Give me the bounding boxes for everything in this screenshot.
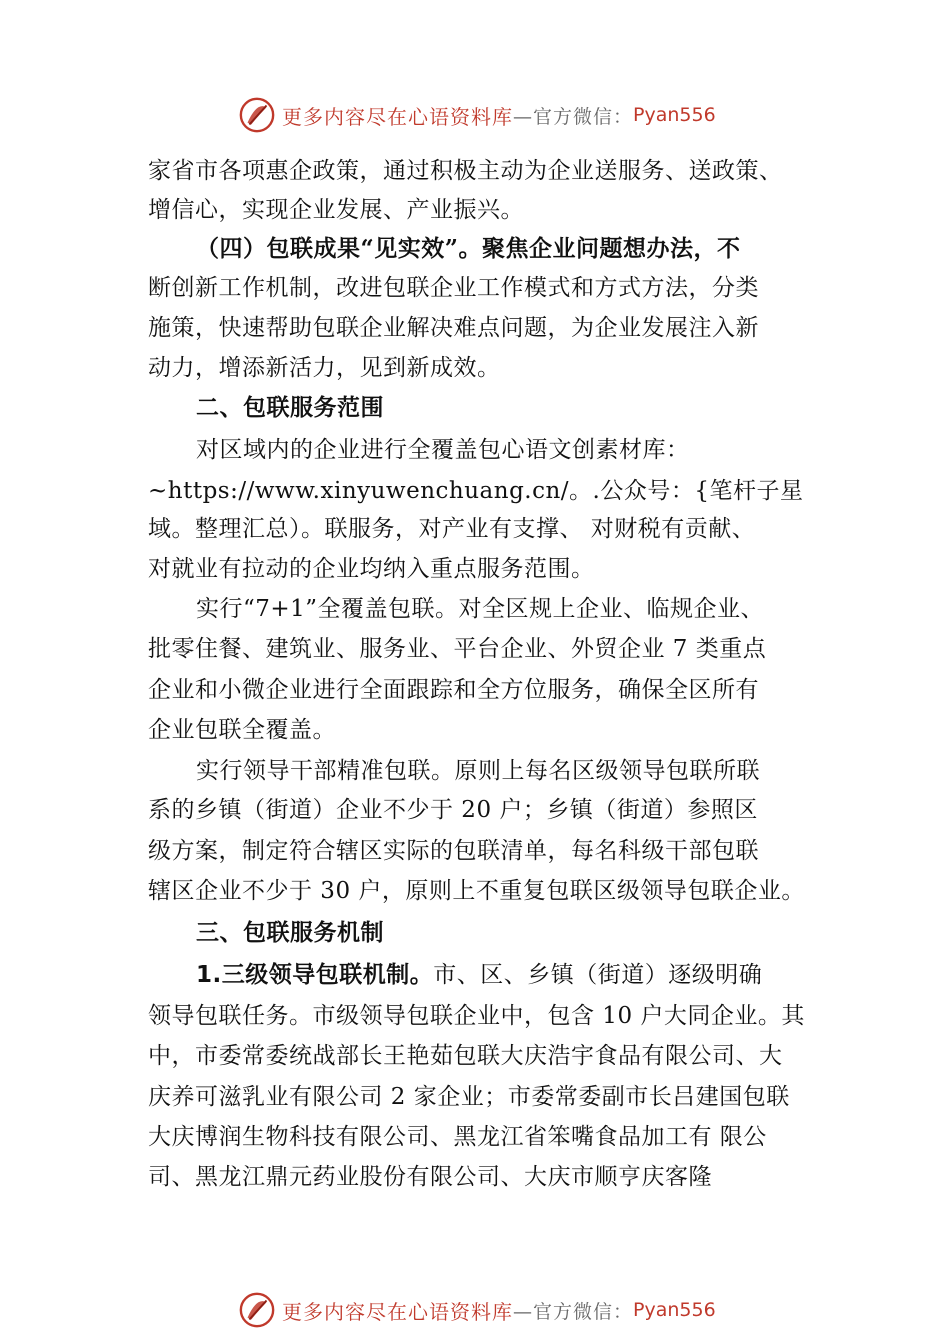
text-line: 中，市委常委统战部长王艳茹包联大庆浩宇食品有限公司、大 [148,1043,783,1069]
mechanism-text: 市、区、乡镇（街道）逐级明确 [433,962,763,988]
footer-brand: 更多内容尽在心语资料库 [282,1299,513,1324]
text-line: 大庆博润生物科技有限公司、黑龙江省笨嘴食品加工有 限公 [148,1124,767,1150]
text-line: 断创新工作机制，改进包联企业工作模式和方式方法，分类 [148,275,759,301]
text-line: 批零住餐、建筑业、服务业、平台企业、外贸企业 7 类重点 [148,636,767,662]
header-banner [238,95,716,135]
header-contact: Pyan556 [633,104,716,126]
text-line: 企业和小微企业进行全面跟踪和全方位服务，确保全区所有 [148,677,759,703]
text-line: 动力，增添新活力，见到新成效。 [148,355,501,381]
text-line: 实行领导干部精准包联。原则上每名区级领导包联所联 [196,758,760,784]
text-line: 施策，快速帮助包联企业解决难点问题，为企业发展注入新 [148,315,759,341]
text-line: 域。整理汇总）。联服务，对产业有支撑、 对财税有贡献、 [148,516,756,542]
text-line [196,960,762,990]
text-line: 增信心，实现企业发展、产业振兴。 [148,197,524,223]
paragraph-lead: （四）包联成果“见实效”。聚焦企业问题想办法，不 [196,235,741,262]
text-line: 对区域内的企业进行全覆盖包心语文创素材库： [196,437,690,463]
text-line: 企业包联全覆盖。 [148,717,336,743]
text-line: ~https://www.xinyuwenchuang.cn/。.公众号：{笔杆子星 [148,478,804,504]
text-line: 庆养可滋乳业有限公司 2 家企业；市委常委副市长吕建国包联 [148,1084,790,1110]
brand-logo-icon [238,96,276,134]
brand-logo-icon [238,1291,276,1329]
text-line: 实行“7+1”全覆盖包联。对全区规上企业、临规企业、 [196,596,765,622]
text-line: 领导包联任务。市级领导包联企业中，包含 10 户大同企业。其 [148,1003,805,1029]
text-line: 系的乡镇（街道）企业不少于 20 户；乡镇（街道）参照区 [148,797,758,823]
mechanism-title: 1.三级领导包联机制。 [196,962,434,988]
footer-contact: Pyan556 [633,1299,716,1321]
footer-sep: —官方微信： [513,1300,634,1323]
section-heading: 三、包联服务机制 [196,920,384,946]
footer-banner [238,1290,716,1330]
header-sep: —官方微信： [513,105,634,128]
section-heading: 二、包联服务范围 [196,395,384,421]
text-line: 司、黑龙江鼎元药业股份有限公司、大庆市顺亨庆客隆 [148,1164,712,1190]
text-line: 家省市各项惠企政策，通过积极主动为企业送服务、送政策、 [148,158,783,184]
header-brand: 更多内容尽在心语资料库 [282,104,513,129]
text-line: 对就业有拉动的企业均纳入重点服务范围。 [148,556,595,582]
text-line: 级方案，制定符合辖区实际的包联清单，每名科级干部包联 [148,838,759,864]
text-line: 辖区企业不少于 30 户，原则上不重复包联区级领导包联企业。 [148,878,805,904]
